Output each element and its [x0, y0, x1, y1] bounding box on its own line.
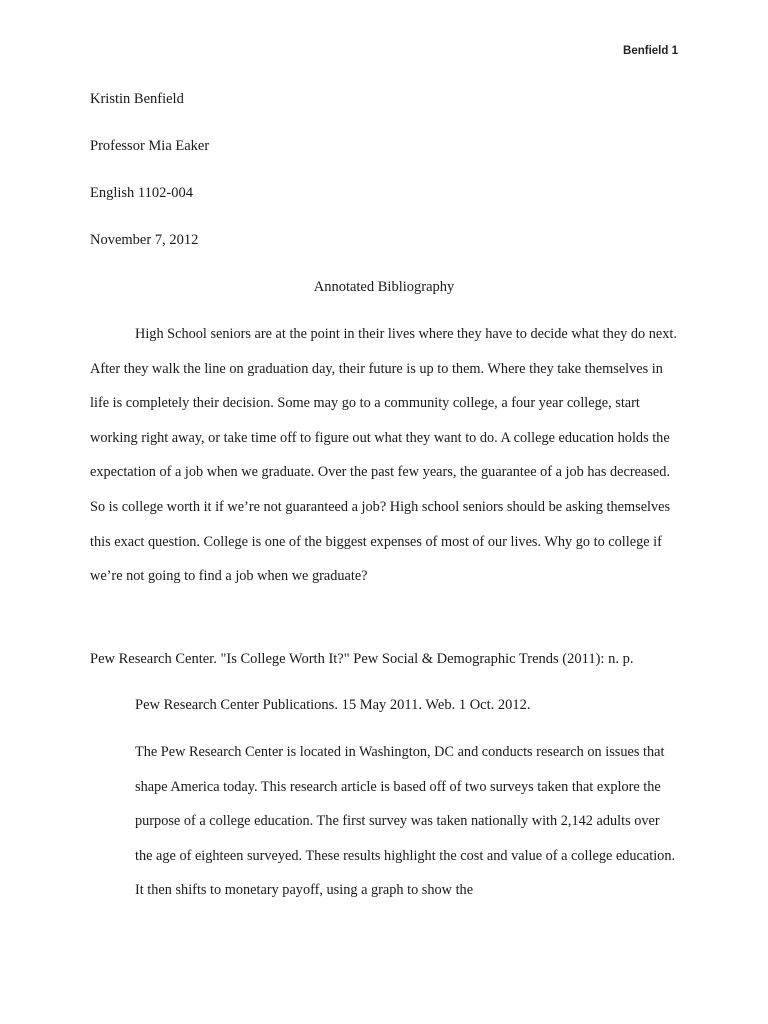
author-name: Kristin Benfield — [90, 91, 184, 107]
intro-paragraph-text: High School seniors are at the point in their lives where they have to decide what they do next. After they walk the line on graduation day, their future is up to them. Where they take themselves in life is completely their decision. Some may go to a community college, a four year college, start working right away, or take time off to figure out what they want to do. A college education holds the expectation of a job when we graduate. Over the past few years, the guarantee of a job has decreased. So is college worth it if we’re not guaranteed a job? High school seniors should be asking themselves this exact question. College is one of the biggest expenses of most of our lives. Why go to college if we’re not going to find a job when we graduate? — [90, 326, 677, 585]
citation-line-2: Pew Research Center Publications. 15 May 2011. Web. 1 Oct. 2012. — [135, 697, 531, 713]
intro-paragraph — [90, 317, 680, 594]
document-date: November 7, 2012 — [90, 232, 199, 248]
professor-name: Professor Mia Eaker — [90, 138, 210, 154]
course-name: English 1102-004 — [90, 185, 193, 201]
document-title: Annotated Bibliography — [313, 279, 455, 295]
citation-line-1: Pew Research Center. "Is College Worth It?" Pew Social & Demographic Trends (2011): n. p. — [90, 651, 634, 667]
running-head: Benfield 1 — [623, 45, 678, 57]
annotation-paragraph: The Pew Research Center is located in Washington, DC and conducts research on issues that shape America today. This research article is based off of two surveys taken that explore the purpose of a college education. The first survey was taken nationally with 2,142 adults over the age of eighteen surveyed. These results highlight the cost and value of a college education. It then shifts to monetary payoff, using a graph to show the — [135, 744, 676, 899]
